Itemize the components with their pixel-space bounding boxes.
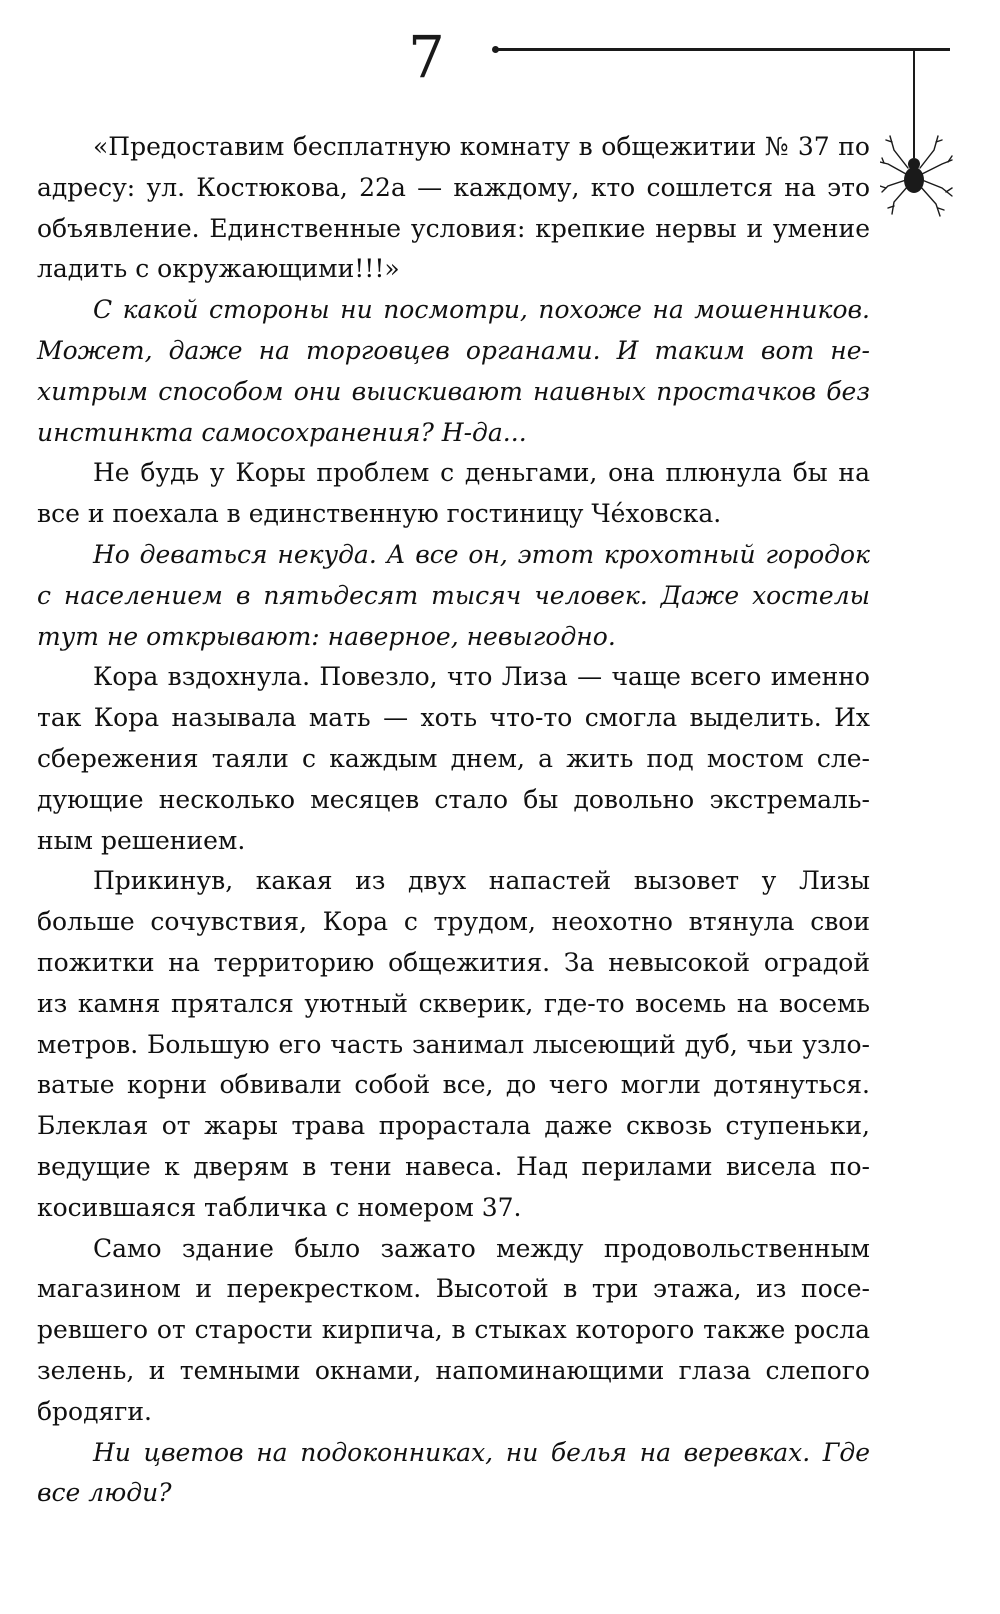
text-body [37, 127, 870, 1514]
paragraph-4: Но деваться некуда. А все он, этот крохотный городок с населением в пятьдесят тысяч человек. Даже хостелы тут не открывают: наверное, невыгодно. [37, 539, 870, 651]
paragraph-7: Само здание было зажато между продовольственным магазином и перекрестком. Высотой в три этажа, из посеревшего от старости кирпича, в стыках которого также росла зелень, и темными окнами, напоминающими глаза слепого бродяги. [37, 1233, 870, 1426]
paragraph-6: Прикинув, какая из двух напастей вызовет у Лизы больше сочувствия, Кора с трудом, неохотно втянула свои пожитки на территорию общежития. За невысокой оградой из камня прятался уютный скверик, где-то восемь на восемь метров. Большую его часть занимал лысеющий дуб, чьи узловатые корни обвивали собой все, до чего могли дотянуться. Блеклая от жары трава прорастала даже сквозь ступеньки, ведущие к дверям в тени навеса. Над перилами висела покосившаяся табличка с номером 37. [37, 866, 870, 1222]
paragraph-3: Не будь у Коры проблем с деньгами, она плюнула бы на все и поехала в единственную гостиницу Чéховска. [37, 458, 870, 529]
paragraph-5: Кора вздохнула. Повезло, что Лиза — чаще всего именно так Кора называла мать — хоть что-то смогла выделить. Их сбережения таяли с каждым днем, а жить под мостом следующие несколько месяцев стало бы довольно экстремальным решением. [37, 662, 870, 855]
chapter-number: 7 [408, 23, 445, 91]
paragraph-2: С какой стороны ни посмотри, похоже на мошенников. Может, даже на торговцев органами. И таким вот нехитрым способом они выискивают наивных простачков без инстинкта самосохранения? Н-да... [37, 295, 870, 447]
paragraph-8: Ни цветов на подоконниках, ни белья на веревках. Где все люди? [37, 1437, 870, 1508]
spider-icon [880, 46, 980, 236]
paragraph-1: «Предоставим бесплатную комнату в общежитии № 37 по адресу: ул. Костюкова, 22а — каждому, кто сошлется на это объявление. Единственные условия: крепкие нервы и умение ладить с окружающими!!!» [37, 132, 870, 284]
